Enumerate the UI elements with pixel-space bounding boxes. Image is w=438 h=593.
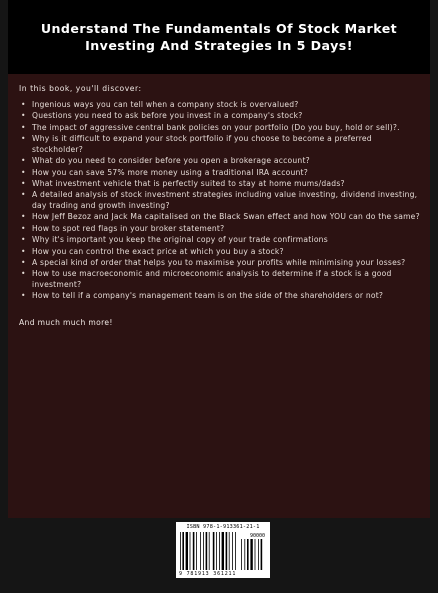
bullet-icon: • <box>21 246 26 256</box>
feature-list-item <box>19 190 422 210</box>
bullet-icon: • <box>21 122 26 132</box>
feature-list-item-text: How you can control the exact price at which you buy a stock? <box>32 246 284 256</box>
outro-text: And much much more! <box>19 318 113 328</box>
feature-list-item-text: Why it's important you keep the original copy of your trade confirmations <box>32 235 328 245</box>
feature-list-item-text: A detailed analysis of stock investment strategies including value investing, dividend investing, day trading and growth investing? <box>32 190 418 210</box>
bullet-icon: • <box>21 100 26 109</box>
bullet-icon: • <box>21 134 26 144</box>
feature-list-item-text: Ingenious ways you can tell when a company stock is overvalued? <box>32 100 299 109</box>
barcode <box>176 522 270 578</box>
feature-list-item <box>19 291 422 301</box>
feature-list-item <box>19 235 422 245</box>
barcode-bars <box>179 531 267 571</box>
bullet-icon: • <box>21 223 26 233</box>
isbn-label: ISBN 978-1-913361-21-1 <box>186 524 260 530</box>
feature-list-item <box>19 168 422 178</box>
feature-list-item-text: A special kind of order that helps you to maximise your profits while minimising your losses? <box>32 258 406 267</box>
feature-list-item-text: The impact of aggressive central bank policies on your portfolio (Do you buy, hold or sell)?. <box>32 122 400 132</box>
feature-list-item-text: Why is it difficult to expand your stock portfolio if you choose to become a preferred stockholder? <box>32 134 372 154</box>
bullet-icon: • <box>21 156 26 166</box>
feature-list-item <box>19 247 422 257</box>
feature-list-item-text: What investment vehicle that is perfectly suited to stay at home mums/dads? <box>32 179 345 188</box>
bullet-icon: • <box>21 258 26 267</box>
barcode-addon-number: 90000 <box>249 533 265 539</box>
bullet-icon: • <box>21 235 26 245</box>
bullet-icon: • <box>21 291 26 301</box>
feature-list-item-text: What do you need to consider before you open a brokerage account? <box>32 156 310 166</box>
bullet-icon: • <box>21 167 26 177</box>
barcode-digits: 9 781913 361211 <box>179 571 237 577</box>
cover-title: Understand The Fundamentals Of Stock Market Investing And Strategies In 5 Days! <box>40 21 398 53</box>
feature-list-item <box>19 134 422 154</box>
feature-list <box>19 100 422 301</box>
feature-list-item <box>19 111 422 121</box>
feature-list-item-text: How Jeff Bezoz and Jack Ma capitalised on the Black Swan effect and how YOU can do the same? <box>32 212 420 222</box>
bullet-icon: • <box>21 111 26 121</box>
feature-list-item-text: Questions you need to ask before you invest in a company's stock? <box>32 111 303 121</box>
feature-list-item <box>19 179 422 189</box>
bullet-icon: • <box>21 190 26 200</box>
feature-list-item <box>19 100 422 110</box>
bullet-icon: • <box>21 269 26 279</box>
feature-list-item <box>19 156 422 166</box>
feature-list-item <box>19 224 422 234</box>
feature-list-item <box>19 269 422 289</box>
feature-list-item-text: How you can save 57% more money using a traditional IRA account? <box>32 167 308 177</box>
bullet-icon: • <box>21 212 26 222</box>
feature-list-item <box>19 258 422 268</box>
bullet-icon: • <box>21 179 26 188</box>
feature-list-item-text: How to spot red flags in your broker statement? <box>32 223 225 233</box>
feature-list-item <box>19 123 422 133</box>
feature-list-item-text: How to tell if a company's management team is on the side of the shareholders or not? <box>32 291 384 301</box>
feature-list-item-text: How to use macroeconomic and microeconomic analysis to determine if a stock is a good investment? <box>32 269 392 289</box>
feature-list-item <box>19 212 422 222</box>
intro-text: In this book, you'll discover: <box>19 84 142 93</box>
cover-header <box>8 0 430 74</box>
content-panel <box>8 74 430 518</box>
